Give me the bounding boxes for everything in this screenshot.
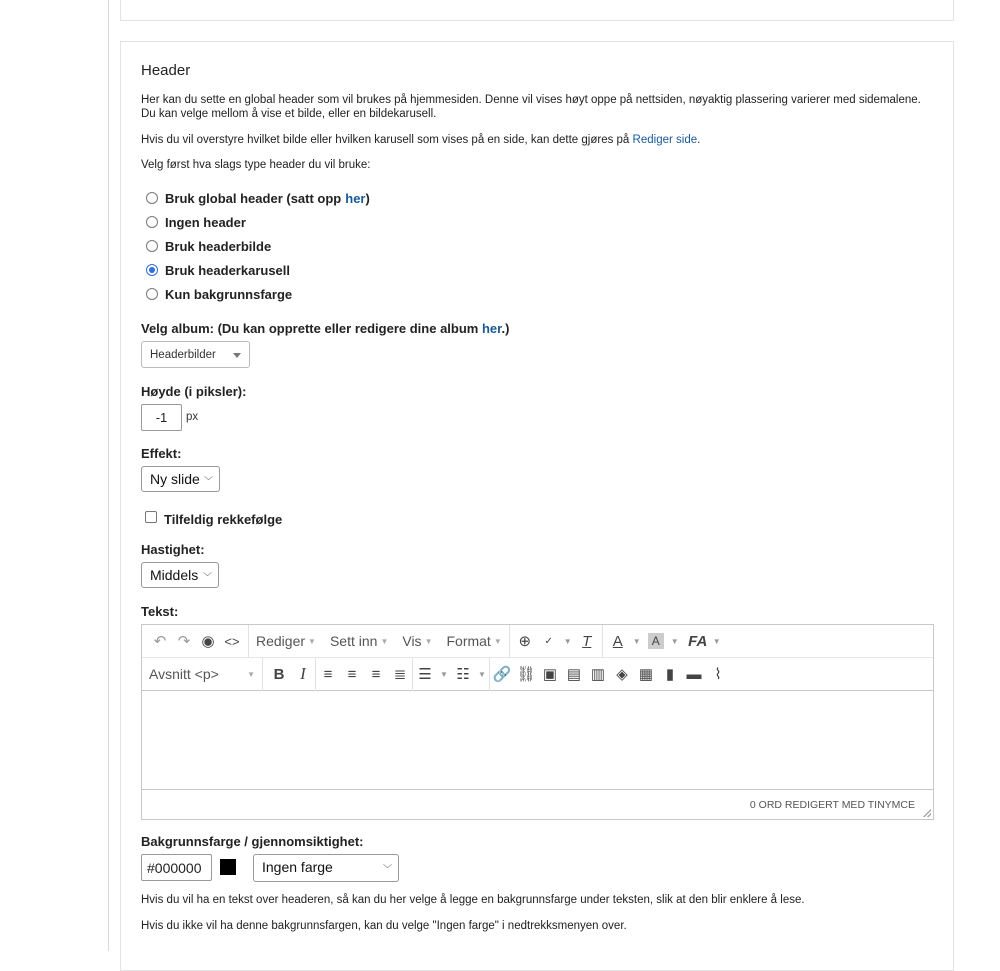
align-justify-icon[interactable]: ≣ xyxy=(393,666,407,683)
spellcheck-icon[interactable]: ✓ xyxy=(544,635,553,647)
chevron-down-icon[interactable]: ▼ xyxy=(632,636,641,646)
chevron-down-icon[interactable]: ▼ xyxy=(563,636,572,646)
color-swatch[interactable] xyxy=(220,859,236,875)
choose-type-text: Velg først hva slags type header du vil bruke: xyxy=(141,159,371,171)
radio-header-image[interactable]: Bruk headerbilde xyxy=(146,238,271,254)
unlink-icon[interactable]: ⛓ xyxy=(516,666,536,683)
menu-view[interactable]: Vis ▼ xyxy=(402,633,433,649)
text-label: Tekst: xyxy=(141,604,179,619)
radio-button[interactable] xyxy=(146,240,158,252)
chevron-down-icon: ﹀ xyxy=(203,476,213,486)
background-help-1: Hvis du vil ha en tekst over headeren, så kan du her velge å legge en bakgrunnsfarge under teksten, slik at den blir enklere å lese. xyxy=(141,894,805,906)
chevron-down-icon[interactable]: ▼ xyxy=(670,636,679,646)
resize-grip-icon[interactable] xyxy=(923,809,931,817)
numbered-list-icon[interactable]: ☷ xyxy=(456,666,470,683)
preview-eye-icon[interactable]: ◉ xyxy=(201,633,215,650)
page-icon[interactable]: ▮ xyxy=(665,666,675,683)
effect-label: Effekt: xyxy=(141,446,182,461)
effect-select[interactable]: Ny slide ﹀ xyxy=(141,466,220,492)
height-label: Høyde (i piksler): xyxy=(141,384,247,399)
background-help-2: Hvis du ikke vil ha denne bakgrunnsfargen, kan du velge "Ingen farge" i nedtrekksmenyen over. xyxy=(141,920,627,932)
image-icon[interactable]: ▣ xyxy=(542,666,558,683)
radio-no-header[interactable]: Ingen header xyxy=(146,214,246,230)
random-order-checkbox[interactable] xyxy=(145,511,157,523)
media-icon[interactable]: ▬ xyxy=(686,665,702,683)
radio-button[interactable] xyxy=(146,216,158,228)
radio-button[interactable] xyxy=(146,288,158,300)
editor-status-bar: 0 ORD REDIGERT MED TINYMCE xyxy=(142,789,933,819)
global-header-link[interactable]: her xyxy=(345,190,366,206)
color-hex-input[interactable]: #000000 xyxy=(141,854,212,881)
clear-format-icon[interactable]: T xyxy=(582,632,592,650)
album-label: Velg album: (Du kan opprette eller redigere dine album her.) xyxy=(141,321,510,336)
radio-button-checked[interactable] xyxy=(146,264,158,276)
random-order-label: Tilfeldig rekkefølge xyxy=(164,512,283,527)
speed-select[interactable]: Middels ﹀ xyxy=(141,562,219,588)
menu-format[interactable]: Format ▼ xyxy=(446,633,502,649)
menu-insert[interactable]: Sett inn ▼ xyxy=(329,633,389,649)
section-title: Header xyxy=(141,62,191,79)
bold-icon[interactable]: B xyxy=(273,665,285,683)
radio-header-carousel[interactable]: Bruk headerkarusell xyxy=(146,262,290,278)
rss-icon[interactable]: ⌇ xyxy=(714,666,722,683)
layers-icon[interactable]: ◈ xyxy=(616,666,628,683)
block-format-select[interactable]: Avsnitt <p> ▼ xyxy=(149,666,255,682)
override-text: Hvis du vil overstyre hvilket bilde eller hvilken karusell som vises på en side, kan dette gjøres på Rediger side. xyxy=(141,134,701,146)
header-settings-panel xyxy=(120,41,954,971)
bullet-list-icon[interactable]: ☰ xyxy=(418,666,432,683)
album-link[interactable]: her xyxy=(481,321,502,336)
album-select[interactable]: Headerbilder xyxy=(141,341,250,368)
chevron-down-icon: ﹀ xyxy=(202,572,212,582)
zoom-icon[interactable]: ⊕ xyxy=(518,633,532,650)
editor-toolbar-row-1 xyxy=(142,625,933,658)
background-color-icon[interactable]: A xyxy=(648,633,664,649)
height-input[interactable]: -1 xyxy=(141,404,182,431)
document-icon[interactable]: ▥ xyxy=(590,666,606,683)
rediger-side-link[interactable]: Rediger side xyxy=(632,134,698,146)
editor-toolbar-row-2 xyxy=(142,658,933,691)
chevron-down-icon: ﹀ xyxy=(382,864,392,874)
radio-background-only[interactable]: Kun bakgrunnsfarge xyxy=(146,286,292,302)
chevron-down-icon[interactable]: ▼ xyxy=(440,669,448,679)
chevron-down-icon[interactable]: ▼ xyxy=(478,669,486,679)
menu-edit[interactable]: Rediger ▼ xyxy=(256,633,316,649)
table-icon[interactable]: ▦ xyxy=(638,666,654,683)
align-right-icon[interactable]: ≡ xyxy=(371,665,381,683)
align-left-icon[interactable]: ≡ xyxy=(323,665,333,683)
editor-content-area[interactable] xyxy=(142,691,933,789)
link-icon[interactable]: 🔗 xyxy=(492,666,512,683)
gallery-icon[interactable]: ▤ xyxy=(566,666,582,683)
text-color-icon[interactable]: A xyxy=(612,632,623,650)
radio-global-header[interactable]: Bruk global header (satt opp her ) xyxy=(146,190,370,206)
caret-down-icon xyxy=(233,353,241,358)
chevron-down-icon[interactable]: ▼ xyxy=(712,636,721,646)
radio-button[interactable] xyxy=(146,192,158,204)
align-center-icon[interactable]: ≡ xyxy=(347,665,357,683)
font-size-icon[interactable]: FA xyxy=(688,632,708,650)
redo-icon[interactable]: ↷ xyxy=(177,633,191,650)
background-label: Bakgrunnsfarge / gjennomsiktighet: xyxy=(141,834,364,849)
height-unit: px xyxy=(186,411,199,423)
source-code-icon[interactable]: <> xyxy=(224,633,240,649)
rich-text-editor xyxy=(141,624,934,820)
speed-label: Hastighet: xyxy=(141,542,205,557)
undo-icon[interactable]: ↶ xyxy=(153,633,167,650)
previous-panel xyxy=(120,0,954,21)
left-divider xyxy=(108,0,109,951)
italic-icon[interactable]: I xyxy=(300,664,306,683)
intro-text: Her kan du sette en global header som vil brukes på hjemmesiden. Denne vil vises høyt oppe på nettsiden, nøyaktig plassering varierer med sidemalene. Du kan velge mellom å vise et bilde, eller en bildekarusell. xyxy=(141,94,921,120)
transparency-select[interactable]: Ingen farge ﹀ xyxy=(253,854,399,882)
